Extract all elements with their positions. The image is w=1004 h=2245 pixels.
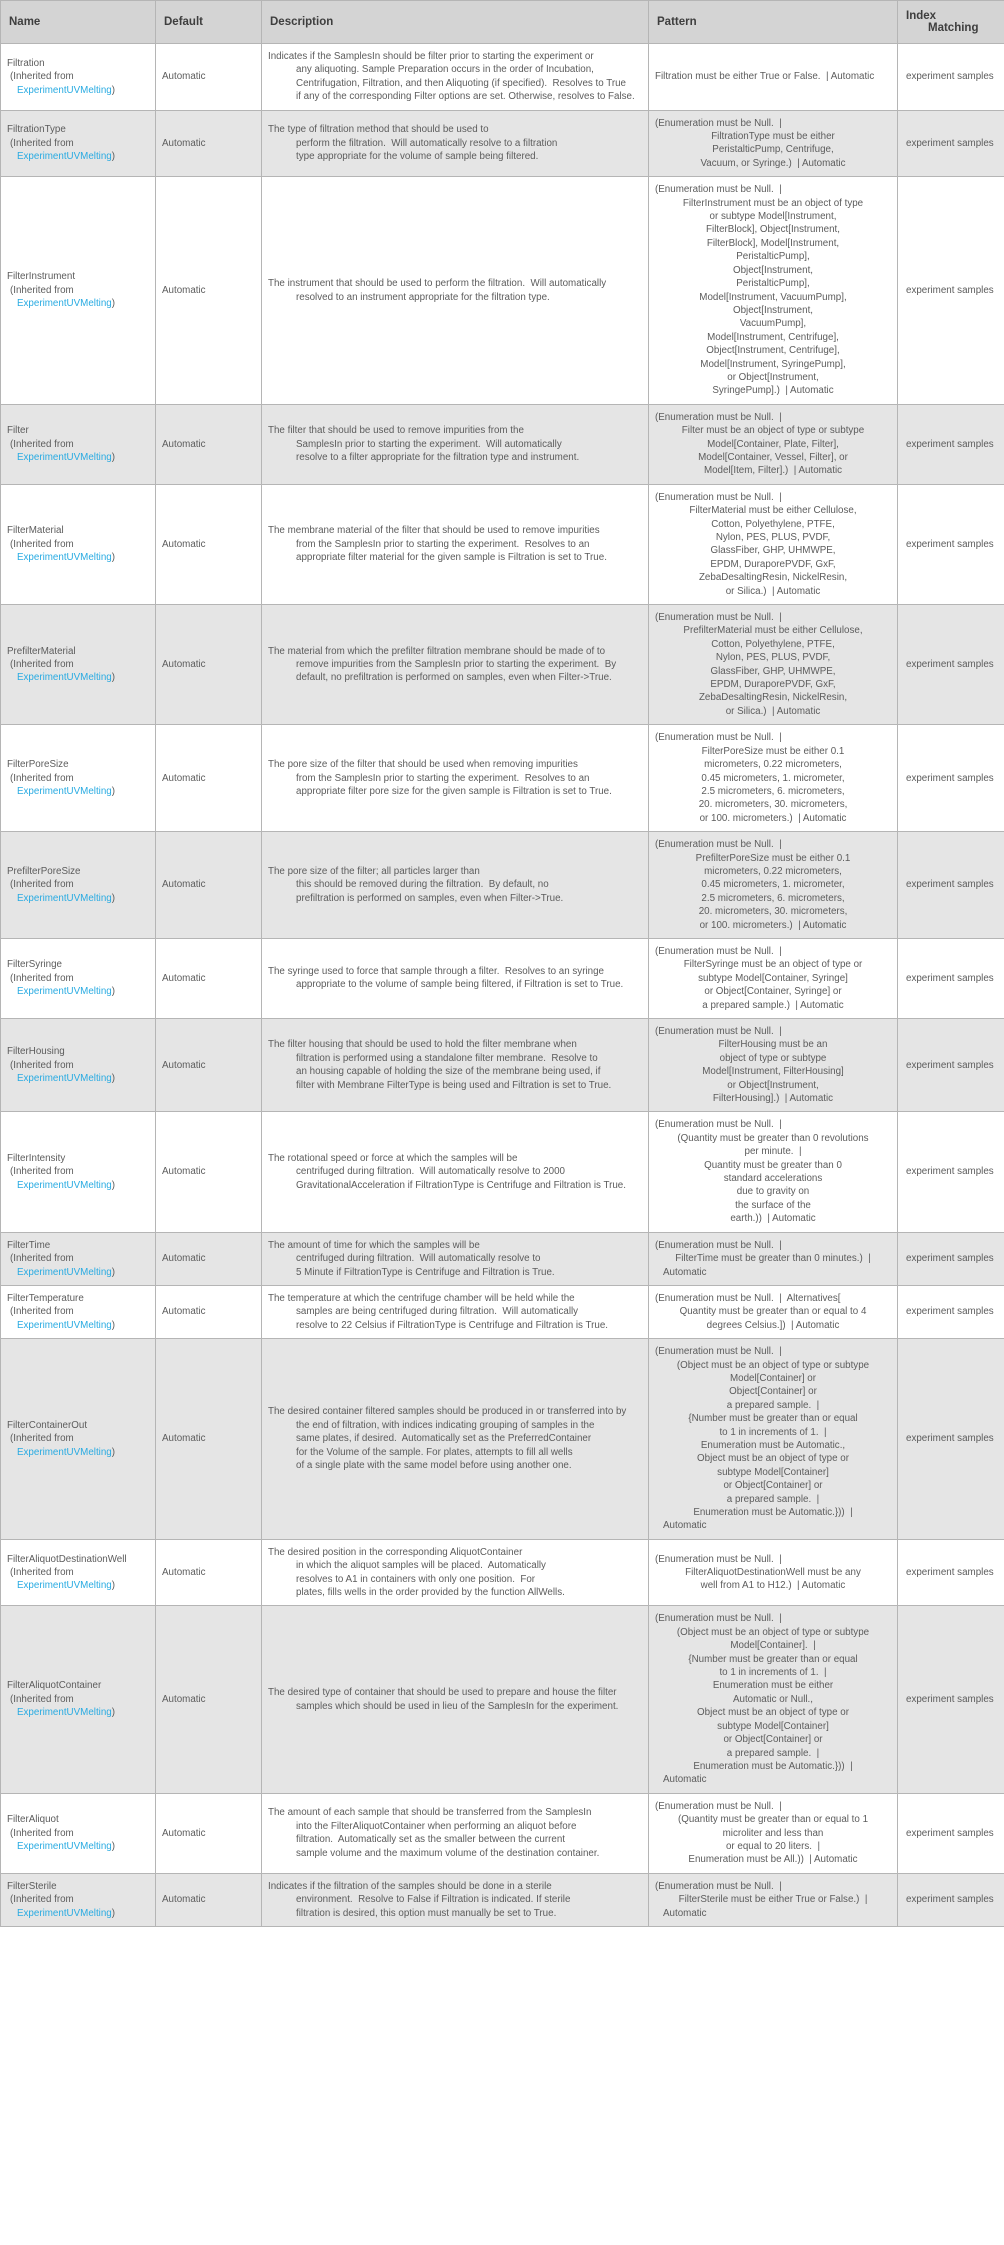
table-row: [1, 404, 1004, 484]
description-cell: The amount of each sample that should be transferred from the SamplesIn into the FilterAliquotContainer when performing an aliquot before filtration. Automatically set as the smaller between the current sample volume and the maximum volume of the destination container.: [262, 1793, 649, 1873]
name-cell: FilterIntensity (Inherited from ExperimentUVMelting): [1, 1112, 156, 1232]
description-cell: The pore size of the filter that should be used when removing impurities from the SamplesIn prior to starting the experiment. Resolves to an appropriate filter pore size for the given sample is Filtration is set to True.: [262, 725, 649, 832]
inherited-from-line: ExperimentUVMelting): [17, 451, 116, 463]
table-row: [1, 1606, 1004, 1793]
default-cell: Automatic: [156, 1019, 262, 1112]
name-cell: FilterContainerOut (Inherited from ExperimentUVMelting): [1, 1339, 156, 1540]
name-cell: FilterAliquot (Inherited from ExperimentUVMelting): [1, 1793, 156, 1873]
table-row: [1, 1019, 1004, 1112]
name-cell: FilterTemperature (Inherited from ExperimentUVMelting): [1, 1285, 156, 1338]
inherited-experiment-link[interactable]: ExperimentUVMelting: [17, 451, 112, 463]
inherited-experiment-link[interactable]: ExperimentUVMelting: [17, 1707, 112, 1719]
description-cell: The amount of time for which the samples will be centrifuged during filtration. Will automatically resolve to 5 Minute if FiltrationType is Centrifuge and Filtration is True.: [262, 1232, 649, 1285]
inherited-experiment-link[interactable]: ExperimentUVMelting: [17, 672, 112, 684]
index-matching-cell: experiment samples: [898, 177, 1004, 405]
pattern-cell: (Enumeration must be Null. | FilterAliquotDestinationWell must be any well from A1 to H12.) | Automatic: [649, 1539, 898, 1606]
inherited-experiment-link[interactable]: ExperimentUVMelting: [17, 1266, 112, 1278]
table-header: [1, 1, 1004, 44]
default-cell: Automatic: [156, 1793, 262, 1873]
inherited-from-line: ExperimentUVMelting): [17, 552, 116, 564]
default-cell: Automatic: [156, 1112, 262, 1232]
default-cell: Automatic: [156, 404, 262, 484]
default-cell: Automatic: [156, 1339, 262, 1540]
table-row: [1, 44, 1004, 111]
inherited-experiment-link[interactable]: ExperimentUVMelting: [17, 84, 112, 96]
description-cell: The desired type of container that should be used to prepare and house the filter samples which should be used in lieu of the SamplesIn for the experiment.: [262, 1606, 649, 1793]
inherited-experiment-link[interactable]: ExperimentUVMelting: [17, 1580, 112, 1592]
inherited-from-line: ExperimentUVMelting): [17, 892, 116, 904]
table-row: [1, 938, 1004, 1018]
default-cell: Automatic: [156, 1873, 262, 1926]
index-matching-cell: experiment samples: [898, 1232, 1004, 1285]
name-cell: FilterHousing (Inherited from ExperimentUVMelting): [1, 1019, 156, 1112]
description-cell: The desired position in the corresponding AliquotContainer in which the aliquot samples will be placed. Automatically resolves to A1 in containers with only one position. For plates, fills wells in the order provided by the function AllWells.: [262, 1539, 649, 1606]
pattern-cell: (Enumeration must be Null. | (Quantity must be greater than or equal to 1 microliter and less than or equal to 20 liters. | Enumeration must be All.)) | Automatic: [649, 1793, 898, 1873]
inherited-experiment-link[interactable]: ExperimentUVMelting: [17, 1446, 112, 1458]
table-row: [1, 1232, 1004, 1285]
default-cell: Automatic: [156, 725, 262, 832]
pattern-cell: (Enumeration must be Null. | PrefilterPoreSize must be either 0.1 micrometers, 0.22 micrometers, 0.45 micrometers, 1. micrometer, 2.5 micrometers, 6. micrometers, 20. micrometers, 30. micrometers, or 100. micrometers.) | Automatic: [649, 832, 898, 939]
table-row: [1, 1285, 1004, 1338]
table-row: [1, 110, 1004, 177]
description-cell: The membrane material of the filter that should be used to remove impurities from the SamplesIn prior to starting the experiment. Resolves to an appropriate filter material for the given sample is Filtration is set to True.: [262, 484, 649, 604]
description-cell: The pore size of the filter; all particles larger than this should be removed during the filtration. By default, no prefiltration is performed on samples, even when Filter->True.: [262, 832, 649, 939]
description-cell: The filter that should be used to remove impurities from the SamplesIn prior to starting the experiment. Will automatically resolve to a filter appropriate for the filtration type and instrument.: [262, 404, 649, 484]
inherited-from-line: ExperimentUVMelting): [17, 672, 116, 684]
inherited-from-line: ExperimentUVMelting): [17, 1319, 116, 1331]
description-cell: Indicates if the filtration of the samples should be done in a sterile environment. Resolve to False if Filtration is indicated. If sterile filtration is desired, this option must manually be set to True.: [262, 1873, 649, 1926]
index-matching-cell: experiment samples: [898, 1285, 1004, 1338]
pattern-cell: (Enumeration must be Null. | FilterInstrument must be an object of type or subtype Model[Instrument, FilterBlock], Object[Instrument, FilterBlock], Model[Instrument, PeristalticPump], Object[Instrument, PeristalticPump], Model[Instrument, VacuumPump], Object[Instrument, VacuumPump], Model[Instrument, Centrifuge], Object[Instrument, Centrifuge], Model[Instrument, SyringePump], or Object[Instrument, SyringePump].) | Automatic: [649, 177, 898, 405]
default-cell: Automatic: [156, 1232, 262, 1285]
name-cell: Filter (Inherited from ExperimentUVMelting): [1, 404, 156, 484]
index-matching-cell: experiment samples: [898, 404, 1004, 484]
column-header-name: Name: [1, 1, 156, 44]
inherited-from-line: ExperimentUVMelting): [17, 1446, 116, 1458]
default-cell: Automatic: [156, 1285, 262, 1338]
header-row: [1, 1, 1004, 44]
inherited-experiment-link[interactable]: ExperimentUVMelting: [17, 298, 112, 310]
inherited-from-line: ExperimentUVMelting): [17, 84, 116, 96]
table-row: [1, 1539, 1004, 1606]
name-cell: FilterTime (Inherited from ExperimentUVMelting): [1, 1232, 156, 1285]
pattern-cell: (Enumeration must be Null. | (Object must be an object of type or subtype Model[Container]. | {Number must be greater than or equal to 1 in increments of 1. | Enumeration must be either Automatic or Null., Object must be an object of type or subtype Model[Container] or Object[Container] or a prepared sample. | Enumeration must be Automatic.})) | Automatic: [649, 1606, 898, 1793]
table-row: [1, 605, 1004, 725]
table-row: [1, 832, 1004, 939]
description-cell: The rotational speed or force at which the samples will be centrifuged during filtration. Will automatically resolve to 2000 GravitationalAcceleration if FiltrationType is Centrifuge and Filtration is True.: [262, 1112, 649, 1232]
inherited-experiment-link[interactable]: ExperimentUVMelting: [17, 1179, 112, 1191]
name-cell: FilterSterile (Inherited from ExperimentUVMelting): [1, 1873, 156, 1926]
default-cell: Automatic: [156, 1606, 262, 1793]
default-cell: Automatic: [156, 44, 262, 111]
pattern-cell: (Enumeration must be Null. | FiltrationType must be either PeristalticPump, Centrifuge, Vacuum, or Syringe.) | Automatic: [649, 110, 898, 177]
table-row: [1, 725, 1004, 832]
inherited-from-line: ExperimentUVMelting): [17, 986, 116, 998]
table-row: [1, 1793, 1004, 1873]
name-cell: Filtration (Inherited from ExperimentUVMelting): [1, 44, 156, 111]
name-cell: FiltrationType (Inherited from ExperimentUVMelting): [1, 110, 156, 177]
inherited-experiment-link[interactable]: ExperimentUVMelting: [17, 1840, 112, 1852]
pattern-cell: (Enumeration must be Null. | FilterSterile must be either True or False.) | Automatic: [649, 1873, 898, 1926]
index-matching-cell: experiment samples: [898, 1539, 1004, 1606]
name-cell: PrefilterMaterial (Inherited from ExperimentUVMelting): [1, 605, 156, 725]
pattern-cell: (Enumeration must be Null. | FilterHousing must be an object of type or subtype Model[Instrument, FilterHousing] or Object[Instrument, FilterHousing].) | Automatic: [649, 1019, 898, 1112]
inherited-from-line: ExperimentUVMelting): [17, 151, 116, 163]
table-row: [1, 1112, 1004, 1232]
index-matching-cell: experiment samples: [898, 1339, 1004, 1540]
inherited-from-line: ExperimentUVMelting): [17, 1840, 116, 1852]
inherited-experiment-link[interactable]: ExperimentUVMelting: [17, 1319, 112, 1331]
pattern-cell: (Enumeration must be Null. | (Quantity must be greater than 0 revolutions per minute. | Quantity must be greater than 0 standard accelerations due to gravity on the surface of the earth.)) | Automatic: [649, 1112, 898, 1232]
pattern-cell: Filtration must be either True or False. | Automatic: [649, 44, 898, 111]
default-cell: Automatic: [156, 484, 262, 604]
default-cell: Automatic: [156, 110, 262, 177]
inherited-from-line: ExperimentUVMelting): [17, 1580, 116, 1592]
index-matching-cell: experiment samples: [898, 110, 1004, 177]
pattern-cell: (Enumeration must be Null. | FilterTime must be greater than 0 minutes.) | Automatic: [649, 1232, 898, 1285]
inherited-from-line: ExperimentUVMelting): [17, 298, 116, 310]
index-matching-cell: experiment samples: [898, 938, 1004, 1018]
inherited-experiment-link[interactable]: ExperimentUVMelting: [17, 151, 112, 163]
description-cell: The temperature at which the centrifuge chamber will be held while the samples are being centrifuged during filtration. Will automatically resolve to 22 Celsius if FiltrationType is Centrifuge and Filtration is True.: [262, 1285, 649, 1338]
index-matching-cell: experiment samples: [898, 1793, 1004, 1873]
default-cell: Automatic: [156, 832, 262, 939]
name-cell: FilterPoreSize (Inherited from ExperimentUVMelting): [1, 725, 156, 832]
index-matching-cell: experiment samples: [898, 44, 1004, 111]
column-header-index-matching: Index Matching: [898, 1, 1004, 44]
index-matching-cell: experiment samples: [898, 1112, 1004, 1232]
name-cell: PrefilterPoreSize (Inherited from ExperimentUVMelting): [1, 832, 156, 939]
pattern-cell: (Enumeration must be Null. | (Object must be an object of type or subtype Model[Container] or Object[Container] or a prepared sample. | {Number must be greater than or equal to 1 in increments of 1. | Enumeration must be Automatic., Object must be an object of type or subtype Model[Container] or Object[Container] or a prepared sample. | Enumeration must be Automatic.})) | Automatic: [649, 1339, 898, 1540]
default-cell: Automatic: [156, 938, 262, 1018]
index-matching-cell: experiment samples: [898, 725, 1004, 832]
column-header-description: Description: [262, 1, 649, 44]
index-matching-cell: experiment samples: [898, 484, 1004, 604]
description-cell: The filter housing that should be used to hold the filter membrane when filtration is performed using a standalone filter membrane. Resolve to an housing capable of holding the size of the membrane being used, if filter with Membrane FilterType is being used and Filtration is set to True.: [262, 1019, 649, 1112]
inherited-from-line: ExperimentUVMelting): [17, 1179, 116, 1191]
pattern-cell: (Enumeration must be Null. | FilterMaterial must be either Cellulose, Cotton, Polyethylene, PTFE, Nylon, PES, PLUS, PVDF, GlassFiber, GHP, UHMWPE, EPDM, DuraporePVDF, GxF, ZebaDesaltingResin, NickelResin, or Silica.) | Automatic: [649, 484, 898, 604]
table-row: [1, 484, 1004, 604]
column-header-default: Default: [156, 1, 262, 44]
pattern-cell: (Enumeration must be Null. | FilterSyringe must be an object of type or subtype Model[Container, Syringe] or Object[Container, Syringe] or a prepared sample.) | Automatic: [649, 938, 898, 1018]
inherited-experiment-link[interactable]: ExperimentUVMelting: [17, 1907, 112, 1919]
pattern-cell: (Enumeration must be Null. | PrefilterMaterial must be either Cellulose, Cotton, Polyethylene, PTFE, Nylon, PES, PLUS, PVDF, GlassFiber, GHP, UHMWPE, EPDM, DuraporePVDF, GxF, ZebaDesaltingResin, NickelResin, or Silica.) | Automatic: [649, 605, 898, 725]
inherited-from-line: ExperimentUVMelting): [17, 1907, 116, 1919]
index-matching-cell: experiment samples: [898, 1606, 1004, 1793]
default-cell: Automatic: [156, 605, 262, 725]
inherited-experiment-link[interactable]: ExperimentUVMelting: [17, 892, 112, 904]
description-cell: Indicates if the SamplesIn should be filter prior to starting the experiment or any aliquoting. Sample Preparation occurs in the order of Incubation, Centrifugation, Filtration, and then Aliquoting (if specified). Resolves to True if any of the corresponding Filter options are set. Otherwise, resolves to False.: [262, 44, 649, 111]
inherited-from-line: ExperimentUVMelting): [17, 1266, 116, 1278]
default-cell: Automatic: [156, 177, 262, 405]
default-cell: Automatic: [156, 1539, 262, 1606]
table-body: [1, 44, 1004, 1927]
name-cell: FilterSyringe (Inherited from ExperimentUVMelting): [1, 938, 156, 1018]
table-row: [1, 1339, 1004, 1540]
index-matching-cell: experiment samples: [898, 832, 1004, 939]
inherited-from-line: ExperimentUVMelting): [17, 785, 116, 797]
table-row: [1, 177, 1004, 405]
table-row: [1, 1873, 1004, 1926]
pattern-cell: (Enumeration must be Null. | Alternatives[ Quantity must be greater than or equal to 4 degrees Celsius.]) | Automatic: [649, 1285, 898, 1338]
inherited-experiment-link[interactable]: ExperimentUVMelting: [17, 986, 112, 998]
inherited-from-line: ExperimentUVMelting): [17, 1707, 116, 1719]
description-cell: The material from which the prefilter filtration membrane should be made of to remove impurities from the SamplesIn prior to starting the experiment. By default, no prefiltration is performed on samples, even when Filter->True.: [262, 605, 649, 725]
column-header-pattern: Pattern: [649, 1, 898, 44]
name-cell: FilterAliquotContainer (Inherited from ExperimentUVMelting): [1, 1606, 156, 1793]
inherited-from-line: ExperimentUVMelting): [17, 1072, 116, 1084]
pattern-cell: (Enumeration must be Null. | Filter must be an object of type or subtype Model[Container, Plate, Filter], Model[Container, Vessel, Filter], or Model[Item, Filter].) | Automatic: [649, 404, 898, 484]
index-matching-cell: experiment samples: [898, 605, 1004, 725]
index-matching-cell: experiment samples: [898, 1873, 1004, 1926]
inherited-experiment-link[interactable]: ExperimentUVMelting: [17, 552, 112, 564]
inherited-experiment-link[interactable]: ExperimentUVMelting: [17, 785, 112, 797]
description-cell: The instrument that should be used to perform the filtration. Will automatically resolved to an instrument appropriate for the filtration type.: [262, 177, 649, 405]
description-cell: The type of filtration method that should be used to perform the filtration. Will automatically resolve to a filtration type appropriate for the volume of sample being filtered.: [262, 110, 649, 177]
name-cell: FilterAliquotDestinationWell (Inherited from ExperimentUVMelting): [1, 1539, 156, 1606]
pattern-cell: (Enumeration must be Null. | FilterPoreSize must be either 0.1 micrometers, 0.22 micrometers, 0.45 micrometers, 1. micrometer, 2.5 micrometers, 6. micrometers, 20. micrometers, 30. micrometers, or 100. micrometers.) | Automatic: [649, 725, 898, 832]
index-matching-cell: experiment samples: [898, 1019, 1004, 1112]
inherited-experiment-link[interactable]: ExperimentUVMelting: [17, 1072, 112, 1084]
name-cell: FilterMaterial (Inherited from ExperimentUVMelting): [1, 484, 156, 604]
description-cell: The syringe used to force that sample through a filter. Resolves to an syringe appropriate to the volume of sample being filtered, if Filtration is set to True.: [262, 938, 649, 1018]
name-cell: FilterInstrument (Inherited from ExperimentUVMelting): [1, 177, 156, 405]
description-cell: The desired container filtered samples should be produced in or transferred into by the end of filtration, with indices indicating grouping of samples in the same plates, if desired. Automatically set as the PreferredContainer for the Volume of the sample. For plates, attempts to fill all wells of a single plate with the same model before using another one.: [262, 1339, 649, 1540]
